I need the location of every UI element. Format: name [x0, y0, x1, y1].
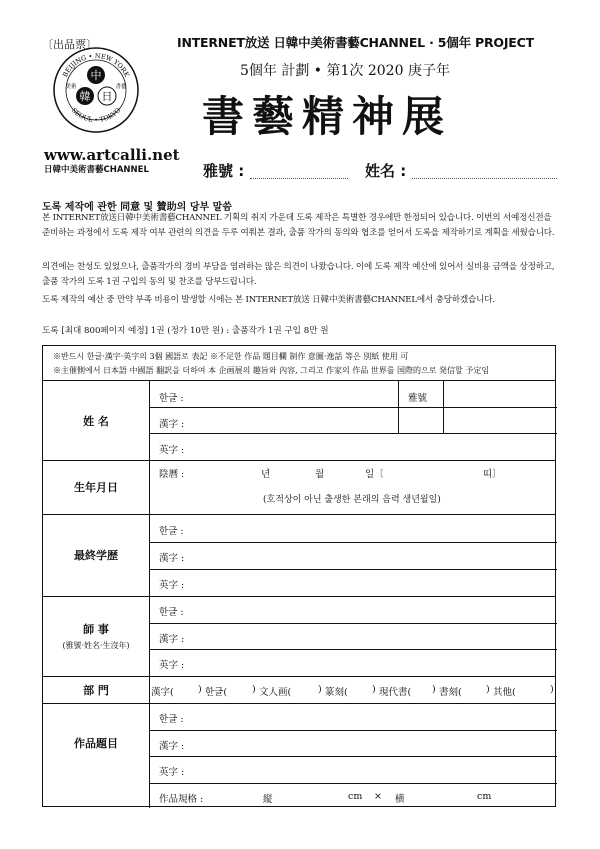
form-notes — [43, 346, 555, 381]
times-sign: × — [374, 791, 382, 802]
project-title: INTERNET放送 日韓中美術書藝CHANNEL · 5個年 PROJECT — [177, 35, 534, 50]
name-hanja-label: 漢字 : — [159, 419, 185, 430]
consent-paragraph-3: 도록 제작의 예산 중 만약 부족 비용이 발생할 시에는 본 INTERNET放送 日韓中美術書藝CHANNEL에서 충당하겠습니다. — [42, 295, 495, 305]
column-divider — [149, 381, 150, 808]
education-hanja-label: 漢字 : — [159, 553, 185, 564]
birth-day-label: 일〔 — [365, 469, 384, 480]
work-height-unit: cm — [348, 791, 363, 802]
name-field[interactable] — [412, 177, 557, 179]
section-name: 姓 名 — [83, 414, 109, 428]
channel-name: 日韓中美術書藝CHANNEL — [44, 165, 149, 175]
logo-ring-top: BEIJING • NEW YORK — [61, 51, 131, 79]
plan-line: 5個年 計劃 • 第1次 2020 庚子年 — [240, 63, 450, 79]
entry-form-label: 〔出品票〕 — [42, 38, 97, 51]
logo-right-char: 日 — [101, 90, 113, 103]
exhibition-title: 書藝精神展 — [202, 92, 453, 141]
category-modern-option[interactable]: 現代書( — [379, 687, 412, 698]
education-korean-label: 한글 : — [159, 526, 184, 537]
birth-calendar-label: 陰曆 : — [159, 469, 185, 480]
teacher-korean-label: 한글 : — [159, 607, 184, 618]
work-width-label: 横 — [395, 794, 405, 805]
work-hanja-label: 漢字 : — [159, 741, 185, 752]
consent-paragraph-2: 의견에는 찬성도 있었으나, 출품작가의 경비 부담을 염려하는 많은 의견이 나왔습니다. 이에 도록 제작 예산에 있어서 실비용 금액을 상정하고, 출품 작가의 도록 1권 구입의 동의 및 찬조를 당부드립니다. — [42, 262, 555, 287]
entry-form-table: ※반드시 한글·漢字·英字의 3個 國語로 表記 ※不足한 作品 題目欄 制作 意圖·逸話 等은 別紙 使用 可 ※主催側에서 日本語 中國語 翻訳을 더하여 本 企画展의 趣旨와 內容, 그리고 作家의 作品 世界를 国際的으로 発信할 予定임 姓 名 한글 : 漢字 : 英字 : 雅號 生年月日 陰曆 : 년 월 일〔 띠〕 (호적상이 아닌 출생한 본래의 음력 생년월일) 最終学歴 한글 : 漢字 : 英字 : 師 事 (雅號·姓名·生沒年) 한글 : 漢字 : 英字 : 部 門 漢字( ) 한글( ) 文人画( ) 篆刻( ) 現代書( ) 書刻( ) 其他( ) 作品題目 한글 : 漢字 : 英字 : 作品規格 : 縦 cm × 横 cm — [42, 345, 556, 807]
logo-center-char: 中 — [90, 69, 102, 82]
teacher-hanja-label: 漢字 : — [159, 634, 185, 645]
birth-year-label: 년 — [261, 469, 271, 480]
pen-name-label: 雅號 : — [203, 162, 245, 180]
category-seal-option[interactable]: 篆刻( — [325, 687, 348, 698]
category-hangul-option[interactable]: 한글( — [205, 687, 228, 698]
category-hanja-option[interactable]: 漢字( — [151, 687, 174, 698]
pen-name-field[interactable] — [250, 177, 348, 179]
channel-logo — [52, 46, 140, 134]
education-english-label: 英字 : — [159, 580, 185, 591]
section-category: 部 門 — [83, 683, 109, 697]
category-carving-option[interactable]: 書刻( — [439, 687, 462, 698]
category-other-option[interactable]: 其他( — [493, 687, 516, 698]
work-korean-label: 한글 : — [159, 714, 184, 725]
form-note-2: ※主催側에서 日本語 中國語 翻訳을 더하여 本 企画展의 趣旨와 內容, 그리고 作家의 作品 世界를 国際的으로 発信할 予定임 — [53, 366, 490, 375]
work-english-label: 英字 : — [159, 767, 185, 778]
name-pen-name-label: 雅號 — [408, 393, 428, 404]
logo-right-side: 書藝 — [115, 84, 127, 90]
consent-heading: 도록 제작에 관한 同意 및 贊助의 당부 말씀 — [42, 202, 232, 213]
name-label: 姓名 : — [365, 162, 407, 180]
section-work-title: 作品題目 — [74, 737, 118, 750]
section-teacher: 師 事 (雅號·姓名·生沒年) — [62, 623, 130, 650]
consent-paragraph-1: 본 INTERNET放送日韓中美術書藝CHANNEL 기획의 취지 가운데 도록 제작은 특별한 경우에만 한정되어 있습니다. 이번의 서예정신전을 준비하는 과정에서 도록 제작 여부 관련의 의견을 두루 여쭤본 결과, 출품 작가의 동의와 협조를 얻어서 도록을 제작하기로 계획을 세웠습니다. — [42, 213, 555, 238]
name-english-label: 英字 : — [159, 445, 185, 456]
birth-note: (호적상이 아닌 출생한 본래의 음력 생년월일) — [263, 495, 441, 505]
catalog-order-line: 도록 [최대 800페이지 예정] 1권 (정가 10만 원) : 출품작가 1권 구입 8만 원 — [42, 326, 329, 336]
work-height-label: 縦 — [263, 794, 273, 805]
section-birthdate: 生年月日 — [74, 481, 118, 494]
category-literati-option[interactable]: 文人画( — [259, 687, 292, 698]
website-url[interactable]: www.artcalli.net — [44, 146, 180, 164]
work-width-unit: cm — [477, 791, 492, 802]
logo-left-char: 韓 — [79, 90, 91, 103]
teacher-english-label: 英字 : — [159, 660, 185, 671]
birth-zodiac-label: 띠〕 — [483, 469, 502, 480]
logo-left-side: 美術 — [65, 84, 77, 90]
name-korean-label: 한글 : — [159, 393, 184, 404]
section-education: 最終学歴 — [74, 549, 118, 562]
logo-ring-bottom: SEOUL • TOKYO — [69, 106, 123, 125]
form-note-1: ※반드시 한글·漢字·英字의 3個 國語로 表記 ※不足한 作品 題目欄 制作 意圖·逸話 等은 別紙 使用 可 — [53, 352, 409, 361]
birth-month-label: 월 — [315, 469, 325, 480]
work-size-label: 作品規格 : — [159, 794, 204, 805]
